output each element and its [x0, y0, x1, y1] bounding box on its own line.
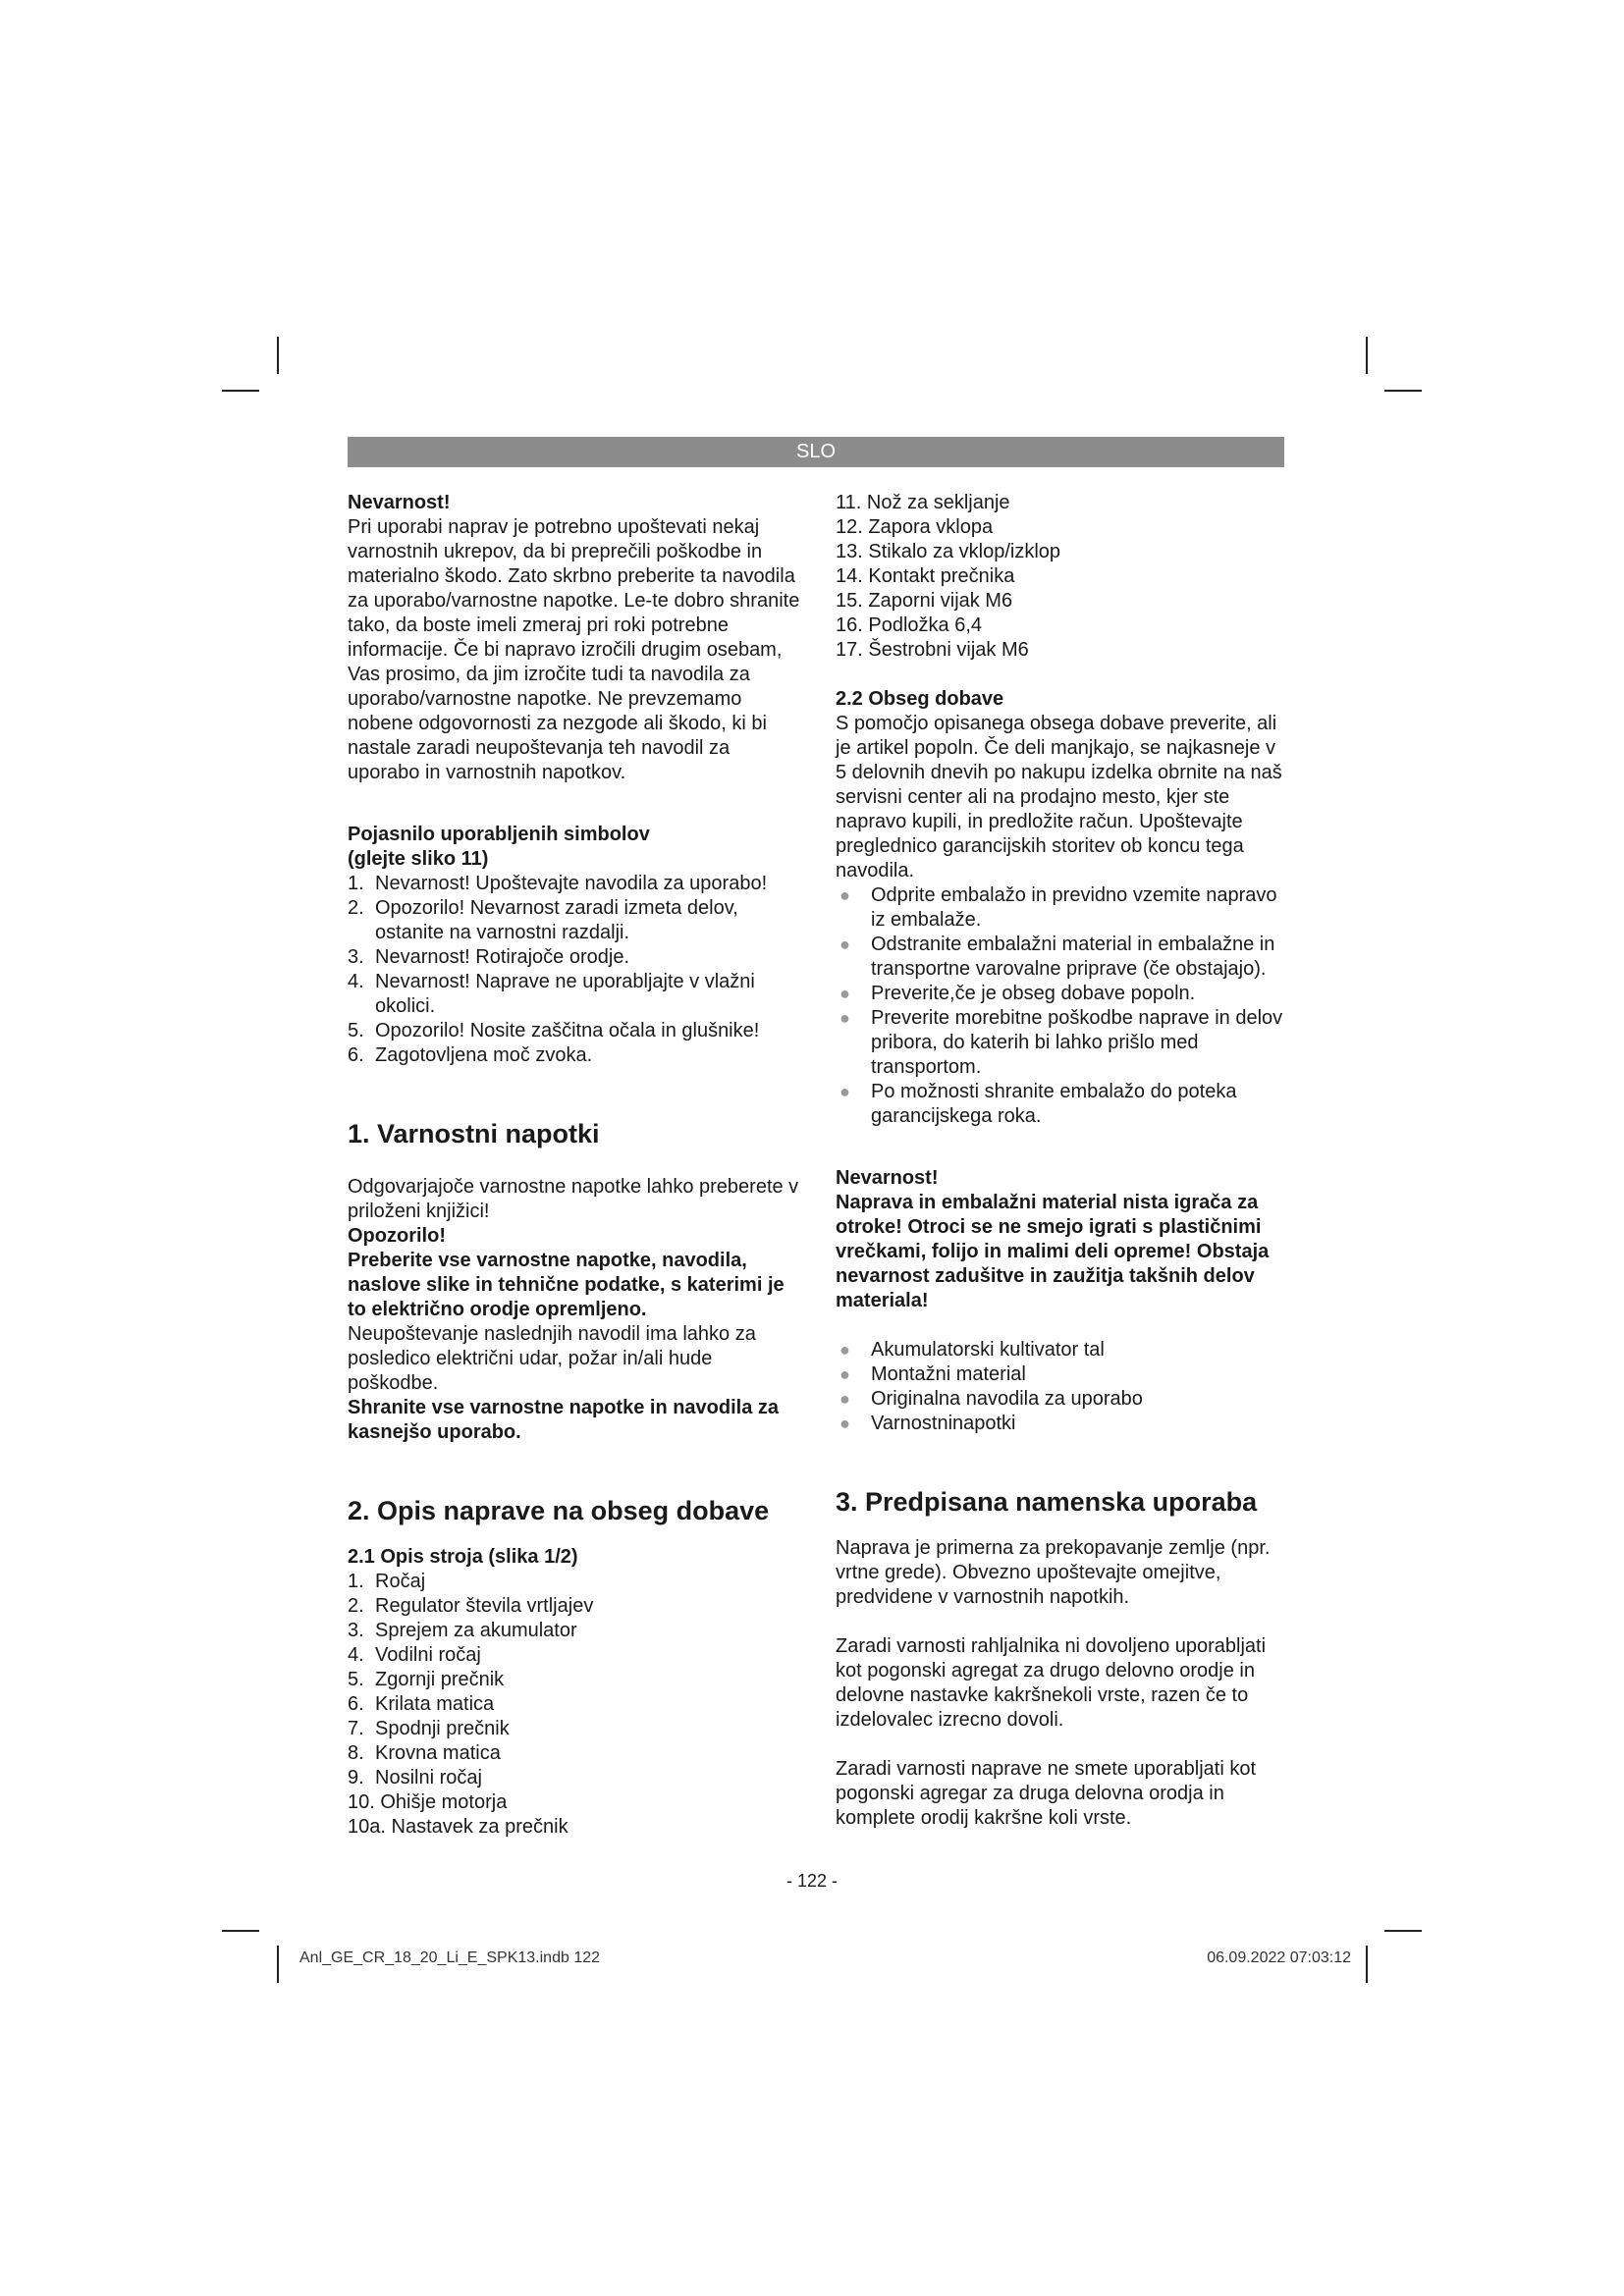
list-item: 13. Stikalo za vklop/izklop: [836, 541, 1061, 562]
symbols-list: [348, 872, 801, 1068]
bullet-icon: ●: [839, 885, 850, 905]
list-item: ● Po možnosti shranite embalažo do poteka garancijskega roka.: [839, 1081, 1237, 1127]
list-item: 10a. Nastavek za prečnik: [348, 1816, 568, 1838]
section-1-heading: 1. Varnostni napotki: [348, 1119, 600, 1148]
parts-list: [348, 1570, 801, 1840]
danger-title: Nevarnost!: [348, 492, 451, 513]
danger-bold-text: Naprava in embalažni material nista igrača za otroke! Otroci se ne smejo igrati s plastičnimi vrečkami, folijo in malimi deli opreme! Obstaja nevarnost zadušitve in zaužitja takšnih delov materiala!: [836, 1192, 1270, 1311]
left-column: [348, 491, 801, 1840]
bullet-icon: ●: [839, 934, 850, 954]
crop-mark: [222, 390, 259, 392]
section-3-text-2: Zaradi varnosti rahljalnika ni dovoljeno uporabljati kot pogonski agregat za drugo delovno orodje in delovne nastavke kakršnekoli vrste, razen če to izdelovalec izrecno dovoli.: [836, 1635, 1267, 1731]
list-item: 14. Kontakt prečnika: [836, 565, 1015, 587]
section-3-text-3: Zaradi varnosti naprave ne smete uporabljati kot pogonski agregar za druga delovna orodja in komplete orodij kakršne koli vrste.: [836, 1758, 1257, 1829]
list-item: 6. Zagotovljena moč zvoka.: [348, 1044, 593, 1066]
list-item: 17. Šestrobni vijak M6: [836, 639, 1029, 661]
list-item: 6. Krilata matica: [348, 1693, 495, 1715]
crop-mark: [1366, 337, 1368, 374]
list-item: 15. Zaporni vijak M6: [836, 590, 1013, 612]
crop-mark: [277, 1946, 279, 1983]
list-item: 5. Zgornji prečnik: [348, 1669, 505, 1690]
list-item: 4. Nevarnost! Naprave ne uporabljajte v vlažni okolici.: [348, 971, 755, 1017]
list-item: 1. Nevarnost! Upoštevajte navodila za uporabo!: [348, 873, 768, 894]
list-item: ● Odprite embalažo in previdno vzemite napravo iz embalaže.: [839, 884, 1277, 931]
list-item: 3. Sprejem za akumulator: [348, 1620, 577, 1641]
symbols-subtitle: (glejte sliko 11): [348, 848, 489, 870]
warning-bold-text: Preberite vse varnostne napotke, navodila, naslove slike in tehnične podatke, s katerimi je to električno orodje opremljeno.: [348, 1250, 785, 1320]
bullet-icon: ●: [839, 1008, 850, 1028]
crop-mark: [1366, 1946, 1368, 1983]
section-3-heading: 3. Predpisana namenska uporaba: [836, 1487, 1258, 1517]
list-item: 4. Vodilni ročaj: [348, 1644, 481, 1666]
warning-label: Opozorilo!: [348, 1225, 446, 1247]
print-file-name: Anl_GE_CR_18_20_Li_E_SPK13.indb 122: [299, 1949, 601, 1966]
crop-mark: [277, 337, 279, 374]
parts-list-continued: [836, 491, 1289, 663]
list-item: 5. Opozorilo! Nosite zaščitna očala in glušnike!: [348, 1020, 760, 1041]
bullet-icon: ●: [839, 984, 850, 1003]
section-2-1-heading: 2.1 Opis stroja (slika 1/2): [348, 1546, 578, 1568]
list-item: 9. Nosilni ročaj: [348, 1767, 482, 1789]
list-item: 2. Regulator števila vrtljajev: [348, 1595, 594, 1617]
unpacking-steps-list: [836, 883, 1289, 1129]
list-item: 3. Nevarnost! Rotirajoče orodje.: [348, 946, 630, 968]
list-item: ● Montažni material: [839, 1363, 1026, 1385]
print-date-time: 06.09.2022 07:03:12: [1207, 1949, 1351, 1966]
symbols-title: Pojasnilo uporabljenih simbolov: [348, 824, 650, 845]
list-item: ● Preverite morebitne poškodbe naprave in delov pribora, do katerih bi lahko prišlo med transportom.: [839, 1007, 1283, 1078]
list-item: 10. Ohišje motorja: [348, 1791, 508, 1813]
bullet-icon: ●: [839, 1082, 850, 1101]
keep-instructions-text: Shranite vse varnostne napotke in navodila za kasnejšo uporabo.: [348, 1397, 780, 1443]
page-number: - 122 -: [785, 1871, 839, 1891]
crop-mark: [222, 1930, 259, 1932]
list-item: 8. Krovna matica: [348, 1742, 501, 1764]
section-1-intro: Odgovarjajoče varnostne napotke lahko preberete v priloženi knjižici!: [348, 1176, 799, 1222]
list-item: 11. Nož za sekljanje: [836, 492, 1010, 513]
section-2-2-heading: 2.2 Obseg dobave: [836, 688, 1004, 710]
warning-text: Neupoštevanje naslednjih navodil ima lahko za posledico električni udar, požar in/ali hude poškodbe.: [348, 1323, 756, 1394]
delivery-contents-list: [836, 1338, 1289, 1436]
bullet-icon: ●: [839, 1414, 850, 1433]
list-item: ● Varnostninapotki: [839, 1413, 1016, 1434]
list-item: 7. Spodnji prečnik: [348, 1718, 510, 1739]
right-column: [836, 491, 1289, 1831]
section-2-2-text: S pomočjo opisanega obsega dobave preverite, ali je artikel popoln. Če deli manjkajo, se najkasneje v 5 delovnih dnevih po nakupu izdelka obrnite na naš servisni center ali na prodajno mesto, kjer ste napravo kupili, in predložite račun. Upoštevajte preglednico garancijskih storitev ob koncu tega navodila.: [836, 713, 1282, 881]
bullet-icon: ●: [839, 1389, 850, 1409]
danger-text: Pri uporabi naprav je potrebno upoštevati nekaj varnostnih ukrepov, da bi preprečili poškodbe in materialno škodo. Zato skrbno preberite ta navodila za uporabo/varnostne napotke. Le-te dobro shranite tako, da boste imeli zmeraj pri roki potrebne informacije. Če bi napravo izročili drugim osebam, Vas prosimo, da jim izročite tudi ta navodila za uporabo/varnostne napotke. Ne prevzemamo nobene odgovornosti za nezgode ali škodo, ki bi nastale zaradi neupoštevanja teh navodil za uporabo in varnostnih napotkov.: [348, 516, 800, 783]
list-item: ● Akumulatorski kultivator tal: [839, 1339, 1105, 1361]
crop-mark: [1384, 390, 1422, 392]
crop-mark: [1384, 1930, 1422, 1932]
list-item: 1. Ročaj: [348, 1571, 426, 1592]
list-item: 12. Zapora vklopa: [836, 516, 994, 538]
language-header-bar: SLO: [348, 437, 1284, 467]
list-item: ● Odstranite embalažni material in embalažne in transportne varovalne priprave (če obstajajo).: [839, 934, 1275, 980]
bullet-icon: ●: [839, 1364, 850, 1384]
bullet-icon: ●: [839, 1340, 850, 1360]
danger-title: Nevarnost!: [836, 1167, 939, 1189]
list-item: 2. Opozorilo! Nevarnost zaradi izmeta delov, ostanite na varnostni razdalji.: [348, 897, 738, 943]
list-item: ● Originalna navodila za uporabo: [839, 1388, 1143, 1410]
list-item: ● Preverite,če je obseg dobave popoln.: [839, 983, 1196, 1004]
section-3-text-1: Naprava je primerna za prekopavanje zemlje (npr. vrtne grede). Obvezno upoštevajte omejitve, predvidene v varnostnih napotkih.: [836, 1537, 1271, 1608]
list-item: 16. Podložka 6,4: [836, 614, 983, 636]
section-2-heading: 2. Opis naprave na obseg dobave: [348, 1496, 770, 1525]
